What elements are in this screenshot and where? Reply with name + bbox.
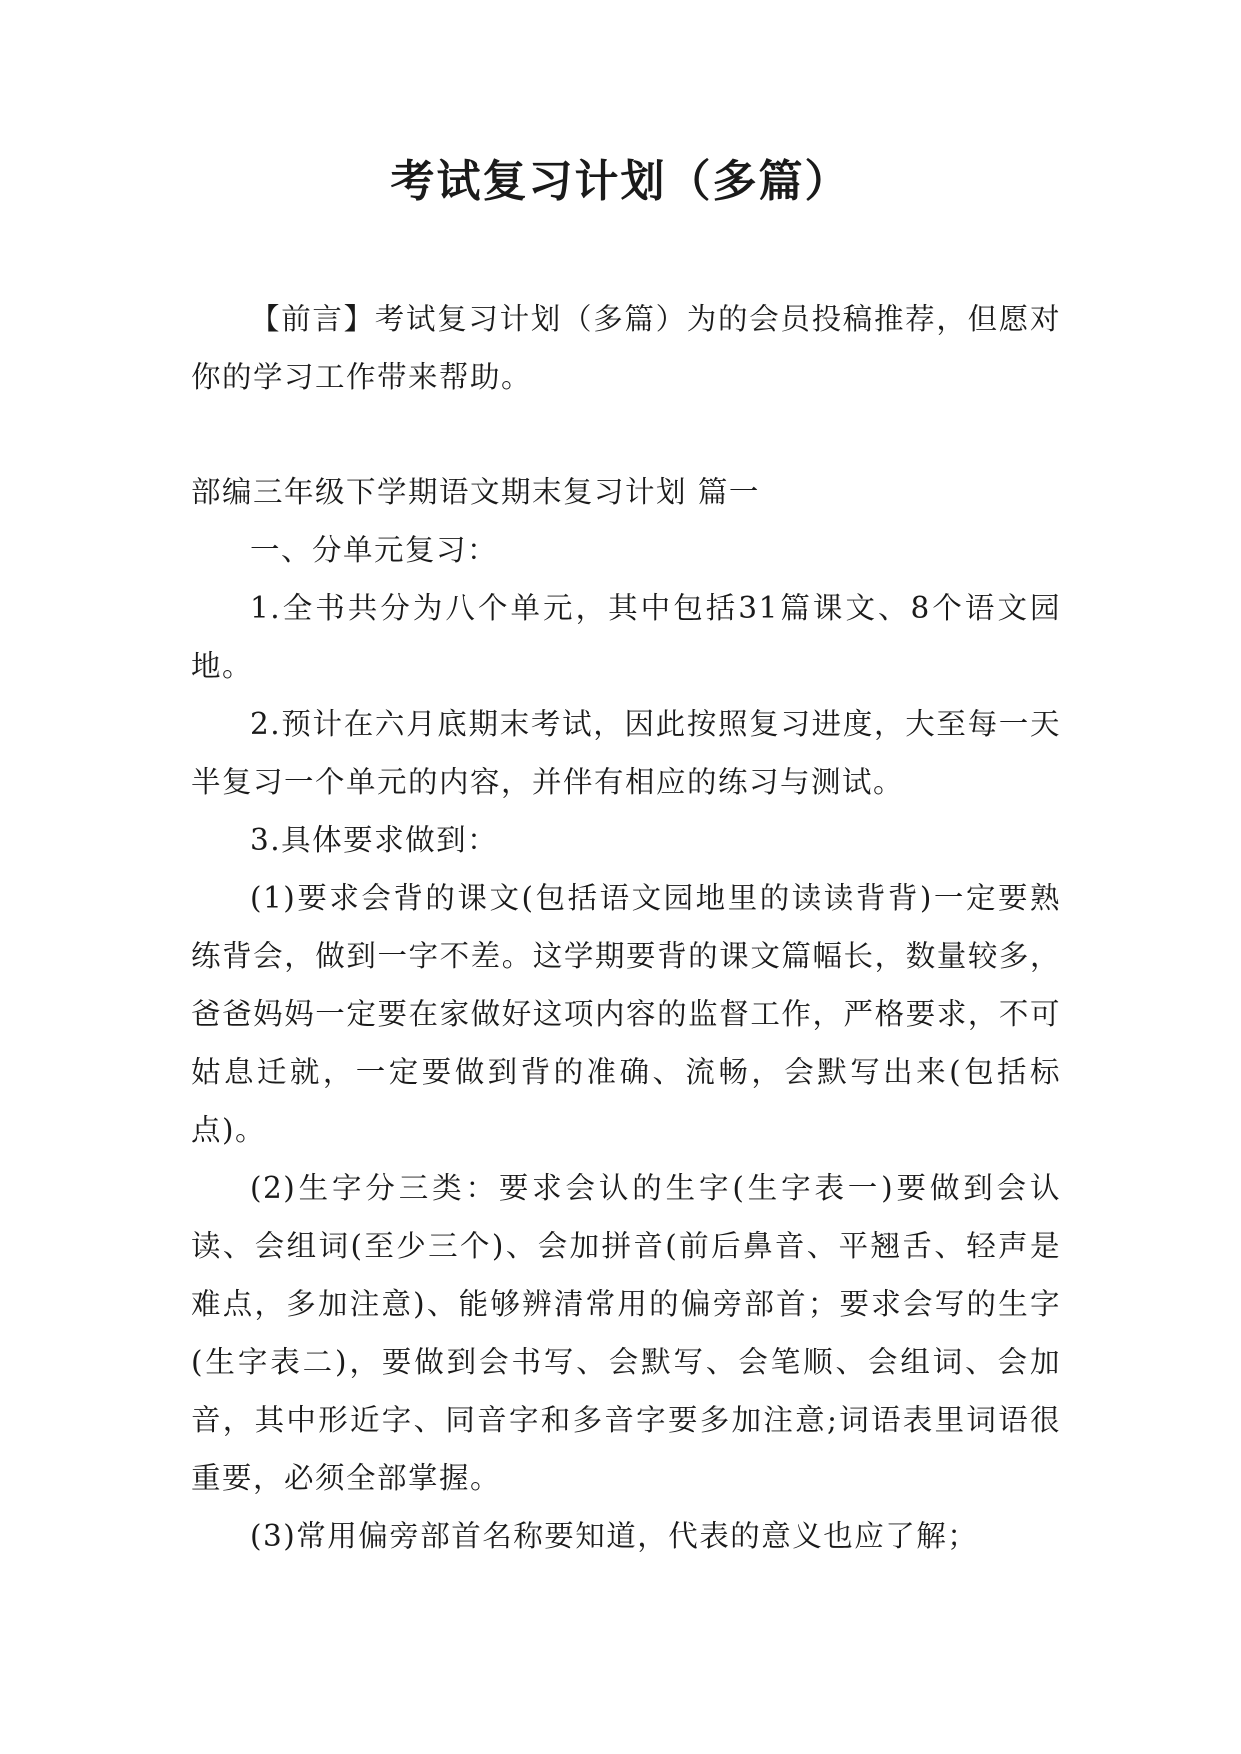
paragraph-item-1: 1.全书共分为八个单元，其中包括31篇课文、8个语文园地。 (191, 591, 1061, 683)
preface-block (191, 290, 1061, 406)
paragraph-item-2: 2.预计在六月底期末考试，因此按照复习进度，大至每一天半复习一个单元的内容，并伴有相应的练习与测试。 (191, 707, 1061, 799)
paragraph-subitem-3: (3)常用偏旁部首名称要知道，代表的意义也应了解； (250, 1519, 979, 1553)
paragraph-item-3: 3.具体要求做到： (250, 823, 499, 857)
paragraph-subitem-2: (2)生字分三类：要求会认的生字(生字表一)要做到会认读、会组词(至少三个)、会加拼音(前后鼻音、平翘舌、轻声是难点，多加注意)、能够辨清常用的偏旁部首；要求会写的生字(生字表二)，要做到会书写、会默写、会笔顺、会组词、会加音，其中形近字、同音字和多音字要多加注意;词语表里词语很重要，必须全部掌握。 (191, 1171, 1061, 1495)
preface-paragraph: 【前言】考试复习计划（多篇）为的会员投稿推荐，但愿对你的学习工作带来帮助。 (191, 302, 1061, 394)
section-heading: 部编三年级下学期语文期末复习计划 篇一 (191, 475, 760, 509)
paragraph-subitem-1: (1)要求会背的课文(包括语文园地里的读读背背)一定要熟练背会，做到一字不差。这学期要背的课文篇幅长，数量较多，爸爸妈妈一定要在家做好这项内容的监督工作，严格要求，不可姑息迁就，一定要做到背的准确、流畅，会默写出来(包括标点)。 (191, 881, 1061, 1147)
document-title: 考试复习计划（多篇） (390, 156, 851, 207)
section-block (191, 463, 1061, 1565)
paragraph-unit-review: 一、分单元复习： (250, 533, 499, 567)
